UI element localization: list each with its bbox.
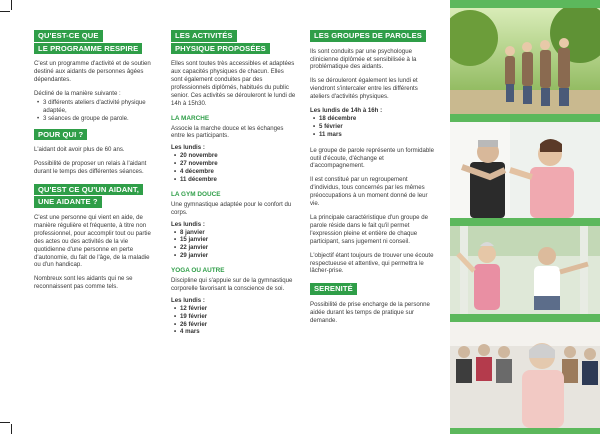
heading-groupes	[310, 30, 434, 42]
date-item: • 12 février	[171, 305, 296, 313]
crop-mark	[0, 11, 10, 12]
photo-gym-class	[450, 226, 600, 314]
activity-list	[34, 99, 156, 123]
section-heading: SERENITÉ	[310, 283, 357, 295]
date-list	[310, 115, 434, 139]
paragraph: Nombreux sont les aidants qui ne se reconnaissent pas comme tels.	[34, 275, 133, 291]
green-band	[450, 0, 600, 8]
paragraph: Elles sont toutes très accessibles et adaptées aux capacités physiques de chacun. Elles sont également conduites par des professionnels diplômés, habitués du public senior. Ces activités se dérouleront le lundi de 14h à 15h30.	[171, 60, 296, 107]
section-heading: LES GROUPES DE PAROLES	[310, 30, 426, 42]
dates-label: Les lundis :	[171, 296, 205, 304]
green-band	[450, 218, 600, 226]
date-list	[171, 152, 296, 184]
paragraph: Associe la marche douce et les échanges entre les participants.	[171, 124, 284, 140]
section-heading: PHYSIQUE PROPOSÉES	[171, 43, 270, 55]
paragraph: Possibilité de prise encharge de la personne aidée durant les temps de pratique sur demande.	[310, 300, 430, 324]
paragraph: Le groupe de parole représente un formidable outil d'écoute, d'échange et d'accompagnement.	[310, 146, 434, 170]
date-item: • 4 mars	[171, 328, 296, 336]
green-band	[450, 114, 600, 122]
paragraph: L'objectif étant toujours de trouver une écoute respectueuse et attentive, qui permettra le lâcher-prise.	[310, 251, 434, 275]
paragraph: La principale caractéristique d'un groupe de parole réside dans le fait qu'il permet l'expression pleine et entière de chaque participant, sans jugement ni conseil.	[310, 214, 429, 245]
paragraph: L'aidant doit avoir plus de 60 ans.	[34, 146, 125, 154]
paragraph: C'est un programme d'activité et de soutien destiné aux aidants de personnes âgées dépendantes.	[34, 60, 151, 83]
crop-mark	[0, 422, 10, 423]
photo-couple-stretching	[450, 122, 600, 218]
dates-label: Les lundis :	[171, 220, 205, 228]
date-item: • 29 janvier	[171, 252, 296, 260]
paragraph: C'est une personne qui vient en aide, de manière régulière et fréquente, à titre non professionnel, pour accomplir tout ou partie des actes ou des activités de la vie quotidienne d'une personne en perte d'autonomie, du fait de l'âge, de la maladie ou d'un handicap.	[34, 214, 151, 269]
section-heading: LE PROGRAMME RESPIRE	[34, 43, 142, 55]
green-band	[450, 428, 600, 434]
section-heading: POUR QUI ?	[34, 129, 87, 141]
photo-support-group	[450, 322, 600, 428]
column-groupes	[310, 30, 434, 331]
date-item: • 4 décembre	[171, 168, 296, 176]
photo-strip	[450, 0, 600, 434]
heading-programme	[34, 30, 156, 54]
heading-activites	[171, 30, 296, 54]
list-item: • 3 différents ateliers d'activité physique adaptée,	[34, 99, 156, 115]
crop-mark	[11, 0, 12, 10]
date-item: • 8 janvier	[171, 229, 296, 237]
date-list	[171, 229, 296, 261]
paragraph: Il est constitué par un regroupement d'individus, tous concernés par les mêmes préoccupations à un moment donné de leur vie.	[310, 176, 428, 208]
dates-label: Les lundis :	[171, 144, 205, 152]
column-activites	[171, 30, 296, 341]
green-band	[450, 314, 600, 322]
crop-mark	[11, 424, 12, 434]
paragraph: Discipline qui s'appuie sur de la gymnastique corporelle favorisant la conscience de soi.	[171, 277, 293, 292]
subheading-marche: LA MARCHE	[171, 114, 210, 122]
section-heading: QU'EST CE QU'UN AIDANT,	[34, 184, 143, 196]
date-item: • 27 novembre	[171, 160, 296, 168]
paragraph: Une gymnastique adaptée pour le confort du corps.	[171, 200, 292, 216]
date-item: • 18 décembre	[310, 115, 434, 123]
subheading-gym: LA GYM DOUCE	[171, 190, 221, 198]
heading-pour-qui	[34, 129, 156, 141]
date-item: • 20 novembre	[171, 152, 296, 160]
section-heading: UNE AIDANTE ?	[34, 196, 102, 208]
section-heading: LES ACTIVITÉS	[171, 30, 237, 42]
column-programme	[34, 30, 156, 297]
date-item: • 11 décembre	[171, 176, 296, 184]
dates-label: Les lundis de 14h à 16h :	[310, 107, 383, 115]
paragraph: Ils sont conduits par une psychologue clinicienne diplômée et sensibilisée à la problématique des aidants.	[310, 47, 417, 71]
list-item: • 3 séances de groupe de parole.	[34, 115, 156, 123]
date-item: • 15 janvier	[171, 236, 296, 244]
date-item: • 22 janvier	[171, 244, 296, 252]
date-item: • 26 février	[171, 321, 296, 329]
heading-aidant	[34, 184, 156, 208]
date-item: • 19 février	[171, 313, 296, 321]
section-heading: QU'EST-CE QUE	[34, 30, 103, 42]
photo-walking-seniors	[450, 8, 600, 114]
paragraph: Décliné de la manière suivante :	[34, 89, 121, 97]
date-item: • 5 février	[310, 123, 434, 131]
heading-serenite	[310, 283, 434, 295]
subheading-yoga: YOGA OU AUTRE	[171, 267, 225, 275]
date-item: • 11 mars	[310, 131, 434, 139]
paragraph: Possibilité de proposer un relais à l'aidant durant le temps des différentes séances.	[34, 160, 147, 175]
date-list	[171, 305, 296, 337]
paragraph: Ils se dérouleront également les lundi et viendront s'intercaler entre les différents ateliers d'activités physiques.	[310, 77, 418, 101]
